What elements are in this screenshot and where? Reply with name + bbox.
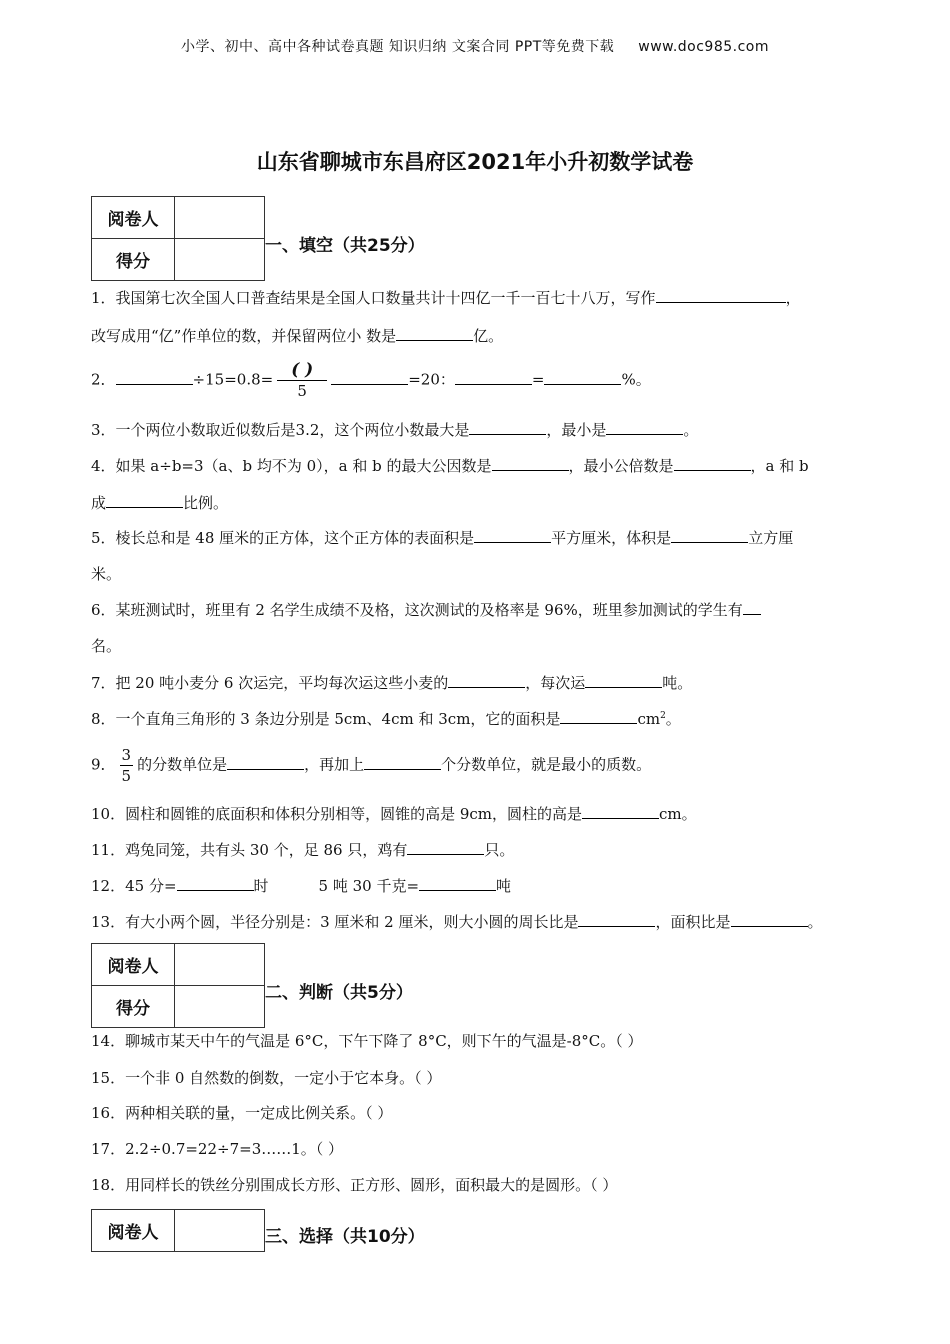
answer-blank bbox=[671, 527, 748, 543]
answer-blank bbox=[674, 455, 751, 471]
section-heading-choice: 三、选择（共10分） bbox=[265, 1227, 425, 1247]
answer-blank bbox=[331, 369, 408, 385]
answer-blank bbox=[469, 419, 546, 435]
question-16: 16．两种相关联的量，一定成比例关系。（ ） bbox=[91, 1104, 393, 1122]
answer-blank bbox=[578, 911, 655, 927]
answer-blank bbox=[419, 875, 496, 891]
answer-blank bbox=[606, 419, 683, 435]
question-12: 12．45 分= 时 5 吨 30 千克= 吨 bbox=[91, 877, 512, 895]
answer-blank bbox=[474, 527, 551, 543]
answer-blank bbox=[731, 911, 808, 927]
question-6: 6．某班测试时，班里有 2 名学生成绩不及格，这次测试的及格率是 96%，班里参加测试的学生有 bbox=[91, 599, 761, 620]
answer-blank bbox=[582, 803, 659, 819]
question-4: 4．如果 a÷b=3（a、b 均不为 0），a 和 b 的最大公因数是 ，最小公倍数是 ，a 和 b bbox=[91, 457, 809, 475]
question-10: 10．圆柱和圆锥的底面积和体积分别相等，圆锥的高是 9cm，圆柱的高是 cm。 bbox=[91, 805, 697, 823]
reviewer-label: 阅卷人 bbox=[92, 1210, 175, 1252]
page-header bbox=[0, 36, 950, 56]
question-7: 7．把 20 吨小麦分 6 次运完，平均每次运这些小麦的 ，每次运 吨。 bbox=[91, 674, 693, 692]
question-3: 3．一个两位小数取近似数后是3.2，这个两位小数最大是 ，最小是 。 bbox=[91, 421, 699, 439]
reviewer-cell bbox=[175, 197, 265, 239]
grader-box-3 bbox=[91, 1209, 265, 1252]
score-cell bbox=[175, 986, 265, 1028]
reviewer-cell bbox=[175, 1210, 265, 1252]
header-text: 小学、初中、高中各种试卷真题 知识归纳 文案合同 PPT等免费下载 bbox=[180, 39, 615, 55]
reviewer-label: 阅卷人 bbox=[92, 944, 175, 986]
question-11: 11．鸡兔同笼，共有头 30 个，足 86 只，鸡有 只。 bbox=[91, 841, 515, 859]
question-2: 2． ÷15=0.8= $\frac{( )}{5}$ =20： = %。 bbox=[91, 360, 651, 400]
answer-blank bbox=[743, 599, 761, 615]
answer-blank bbox=[455, 369, 532, 385]
grader-box-2 bbox=[91, 943, 265, 1028]
question-9: 9． $\frac{3}{5}$ 的分数单位是 ，再加上 个分数单位，就是最小的质数。 bbox=[91, 746, 652, 785]
score-cell bbox=[175, 239, 265, 281]
fraction-blank: $\frac{( )}{5}$ bbox=[277, 360, 327, 401]
question-15: 15．一个非 0 自然数的倒数，一定小于它本身。（ ） bbox=[91, 1069, 442, 1087]
header-url[interactable]: www.doc985.com bbox=[638, 39, 770, 55]
score-label: 得分 bbox=[92, 239, 175, 281]
answer-blank bbox=[106, 492, 183, 508]
answer-blank bbox=[116, 369, 193, 385]
answer-blank bbox=[492, 455, 569, 471]
answer-blank bbox=[177, 875, 254, 891]
section-heading-judge: 二、判断（共5分） bbox=[265, 983, 413, 1003]
answer-blank bbox=[544, 369, 621, 385]
question-14: 14．聊城市某天中午的气温是 6°C，下午下降了 8°C，则下午的气温是-8°C。（ ） bbox=[91, 1032, 643, 1050]
answer-blank bbox=[585, 672, 662, 688]
reviewer-cell bbox=[175, 944, 265, 986]
answer-blank bbox=[560, 708, 637, 724]
question-8: 8．一个直角三角形的 3 条边分别是 5cm、4cm 和 3cm，它的面积是 $cm^2$。 bbox=[91, 710, 681, 728]
question-6-cont: 名。 bbox=[91, 637, 122, 655]
page-title: 山东省聊城市东昌府区2021年小升初数学试卷 bbox=[256, 150, 694, 174]
question-1: 1．我国第七次全国人口普查结果是全国人口数量共计十四亿一千一百七十八万，写作 ， bbox=[91, 289, 801, 307]
question-5: 5．棱长总和是 48 厘米的正方体，这个正方体的表面积是 平方厘米，体积是 立方厘 bbox=[91, 529, 794, 547]
question-1-cont: 改写成用“亿”作单位的数，并保留两位小 数是 亿。 bbox=[91, 327, 504, 345]
answer-blank bbox=[364, 754, 441, 770]
question-18: 18．用同样长的铁丝分别围成长方形、正方形、圆形，面积最大的是圆形。（ ） bbox=[91, 1176, 618, 1194]
question-5-cont: 米。 bbox=[91, 565, 122, 583]
section-heading-fill: 一、填空（共25分） bbox=[265, 236, 425, 256]
answer-blank bbox=[407, 839, 484, 855]
grader-box-1 bbox=[91, 196, 265, 281]
question-17: 17．2.2÷0.7=22÷7=3……1。（ ） bbox=[91, 1140, 344, 1158]
fraction: $\frac{3}{5}$ bbox=[121, 746, 132, 785]
answer-blank bbox=[448, 672, 525, 688]
question-4-cont: 成 比例。 bbox=[91, 494, 229, 512]
score-label: 得分 bbox=[92, 986, 175, 1028]
reviewer-label: 阅卷人 bbox=[92, 197, 175, 239]
answer-blank bbox=[396, 325, 473, 341]
question-13: 13．有大小两个圆，半径分别是：3 厘米和 2 厘米，则大小圆的周长比是 ，面积比是 。 bbox=[91, 913, 823, 931]
answer-blank bbox=[656, 287, 786, 303]
answer-blank bbox=[227, 754, 304, 770]
